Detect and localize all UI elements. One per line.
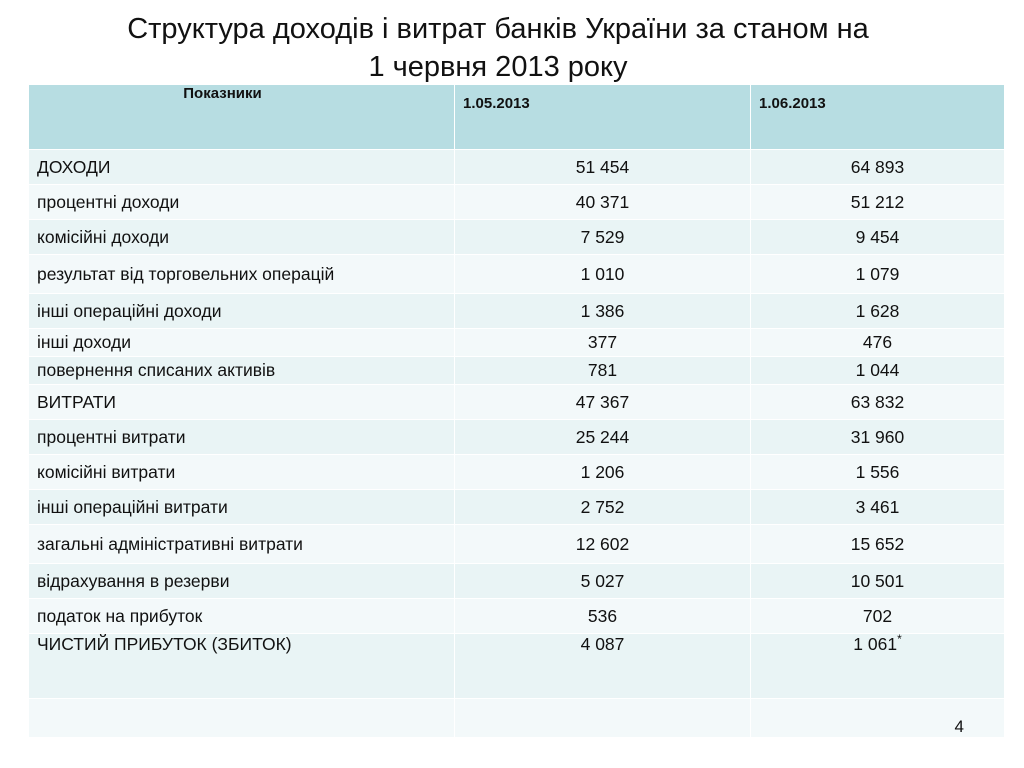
net-profit-value: 1 061 xyxy=(853,634,898,654)
row-value-date-1: 51 454 xyxy=(455,150,751,185)
row-value-date-2: 64 893 xyxy=(751,150,1005,185)
row-value-date-2: 1 556 xyxy=(751,455,1005,490)
table-row-net-profit xyxy=(29,634,1005,699)
slide-title xyxy=(0,10,996,86)
row-label: результат від торговельних операцій xyxy=(29,255,455,294)
table-row xyxy=(29,420,1005,455)
row-value-date-2: 10 501 xyxy=(751,564,1005,599)
row-value-date-1: 1 206 xyxy=(455,455,751,490)
row-value-date-1: 377 xyxy=(455,329,751,357)
row-value-date-2 xyxy=(751,634,1005,699)
row-label: інші операційні доходи xyxy=(29,294,455,329)
table-row xyxy=(29,385,1005,420)
row-label: ВИТРАТИ xyxy=(29,385,455,420)
table-row xyxy=(29,490,1005,525)
row-value-date-2: 3 461 xyxy=(751,490,1005,525)
row-label: комісійні витрати xyxy=(29,455,455,490)
row-value-date-1: 1 386 xyxy=(455,294,751,329)
row-value-date-1: 2 752 xyxy=(455,490,751,525)
row-value-date-1: 4 087 xyxy=(455,634,751,699)
row-value-date-2: 702 xyxy=(751,599,1005,634)
table-row xyxy=(29,329,1005,357)
table-row xyxy=(29,525,1005,564)
title-line-1: Структура доходів і витрат банків України за станом на xyxy=(127,13,869,45)
row-value-date-2: 63 832 xyxy=(751,385,1005,420)
table-row xyxy=(29,599,1005,634)
header-date-1: 1.05.2013 xyxy=(455,85,751,150)
row-value-date-1: 47 367 xyxy=(455,385,751,420)
row-value-date-1: 5 027 xyxy=(455,564,751,599)
empty-cell xyxy=(455,699,751,738)
row-value-date-2: 31 960 xyxy=(751,420,1005,455)
income-expense-table xyxy=(28,84,1005,738)
title-line-2: 1 червня 2013 року xyxy=(368,51,628,83)
row-value-date-2: 1 044 xyxy=(751,357,1005,385)
header-indicator: Показники xyxy=(29,85,455,150)
table-row xyxy=(29,294,1005,329)
row-label: процентні витрати xyxy=(29,420,455,455)
row-label: загальні адміністративні витрати xyxy=(29,525,455,564)
table-row-empty xyxy=(29,699,1005,738)
table-row xyxy=(29,150,1005,185)
page-number: 4 xyxy=(751,699,1005,738)
row-value-date-2: 15 652 xyxy=(751,525,1005,564)
table-row xyxy=(29,564,1005,599)
table-header-row xyxy=(29,85,1005,150)
row-value-date-1: 12 602 xyxy=(455,525,751,564)
row-value-date-1: 536 xyxy=(455,599,751,634)
header-date-2: 1.06.2013 xyxy=(751,85,1005,150)
row-value-date-1: 40 371 xyxy=(455,185,751,220)
row-label: податок на прибуток xyxy=(29,599,455,634)
table-row xyxy=(29,455,1005,490)
footnote-marker: * xyxy=(897,633,902,646)
row-label: інші доходи xyxy=(29,329,455,357)
row-value-date-1: 1 010 xyxy=(455,255,751,294)
row-label: процентні доходи xyxy=(29,185,455,220)
row-value-date-1: 781 xyxy=(455,357,751,385)
row-label: ЧИСТИЙ ПРИБУТОК (ЗБИТОК) xyxy=(29,634,455,699)
row-value-date-1: 25 244 xyxy=(455,420,751,455)
row-label: ДОХОДИ xyxy=(29,150,455,185)
row-label: повернення списаних активів xyxy=(29,357,455,385)
row-label: відрахування в резерви xyxy=(29,564,455,599)
row-value-date-2: 51 212 xyxy=(751,185,1005,220)
row-value-date-1: 7 529 xyxy=(455,220,751,255)
row-label: інші операційні витрати xyxy=(29,490,455,525)
table-row xyxy=(29,255,1005,294)
row-value-date-2: 476 xyxy=(751,329,1005,357)
row-value-date-2: 9 454 xyxy=(751,220,1005,255)
row-value-date-2: 1 628 xyxy=(751,294,1005,329)
table-row xyxy=(29,220,1005,255)
empty-cell xyxy=(29,699,455,738)
table-row xyxy=(29,185,1005,220)
row-value-date-2: 1 079 xyxy=(751,255,1005,294)
row-label: комісійні доходи xyxy=(29,220,455,255)
table-row xyxy=(29,357,1005,385)
